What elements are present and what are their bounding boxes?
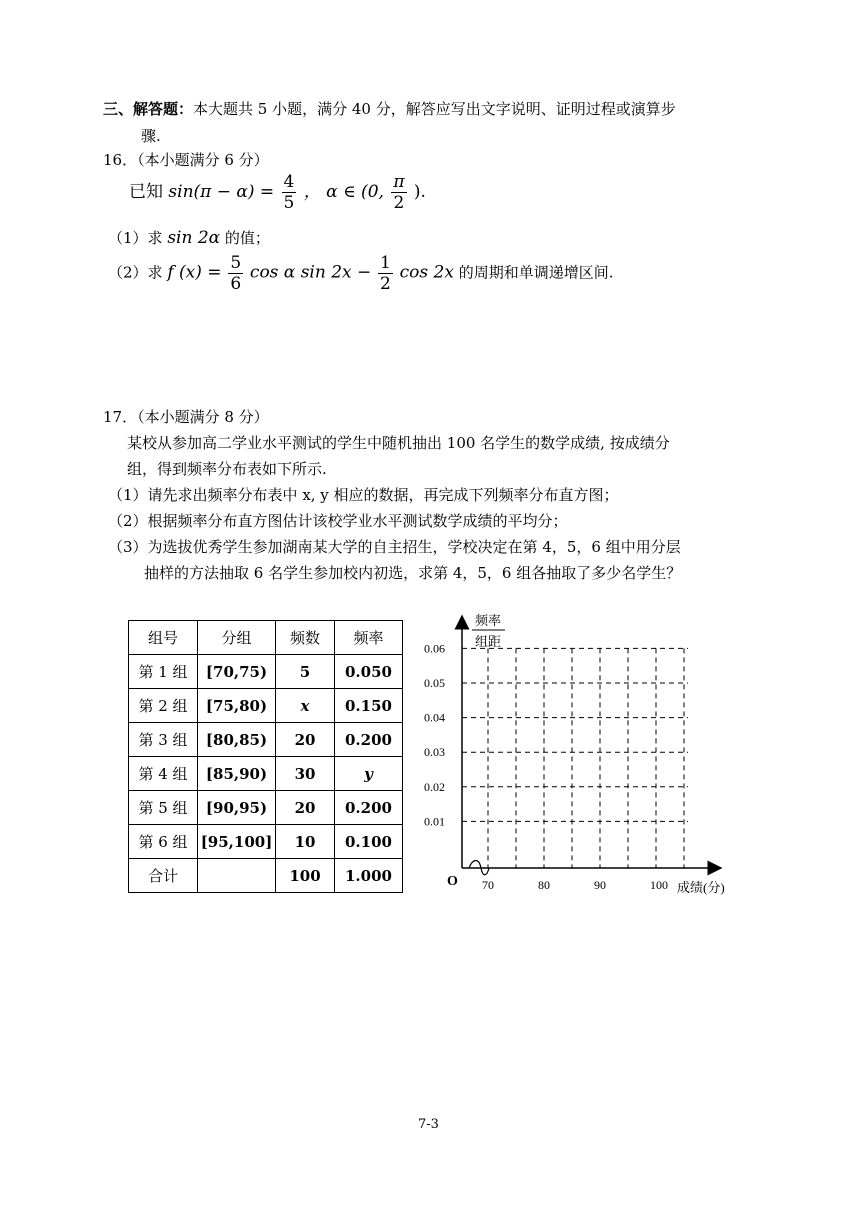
frequency-histogram bbox=[415, 610, 745, 905]
table-row bbox=[129, 757, 403, 791]
frac-num: 4 bbox=[283, 172, 295, 192]
table-cell: 第 1 组 bbox=[129, 655, 198, 689]
table-cell: 0.200 bbox=[335, 791, 403, 825]
table-cell: [75,80) bbox=[198, 689, 276, 723]
q16-part1 bbox=[108, 228, 270, 248]
table-cell: 合计 bbox=[129, 859, 198, 893]
q16-part1-prefix: （1）求 bbox=[108, 229, 163, 247]
q16-score: （本小题满分 6 分） bbox=[137, 151, 269, 169]
q17-part3-line1: （3）为选拔优秀学生参加湖南某大学的自主招生，学校决定在第 4，5，6 组中用分层 bbox=[108, 538, 681, 556]
table-cell: 第 6 组 bbox=[129, 825, 198, 859]
q17-part1: （1）请先求出频率分布表中 x, y 相应的数据，再完成下列频率分布直方图； bbox=[108, 486, 619, 504]
table-cell: 100 bbox=[276, 859, 335, 893]
q16-part2-f: f (x) = bbox=[167, 262, 222, 283]
q17-header bbox=[103, 407, 269, 427]
y-tick-label: 0.06 bbox=[424, 641, 445, 656]
q16-frac-5-6 bbox=[228, 253, 243, 294]
table-cell: 0.050 bbox=[335, 655, 403, 689]
page-number: 7-3 bbox=[418, 1117, 439, 1132]
table-cell: 0.150 bbox=[335, 689, 403, 723]
table-cell: 30 bbox=[276, 757, 335, 791]
q16-part1-expr: sin 2α bbox=[167, 228, 221, 248]
table-cell: 第 5 组 bbox=[129, 791, 198, 825]
table-header-cell: 组号 bbox=[129, 621, 198, 655]
table-row bbox=[129, 791, 403, 825]
table-header-cell: 频率 bbox=[335, 621, 403, 655]
table-cell: 第 3 组 bbox=[129, 723, 198, 757]
y-tick-label: 0.03 bbox=[424, 745, 445, 760]
q17-part3-line2: 抽样的方法抽取 6 名学生参加校内初选，求第 4，5，6 组各抽取了多少名学生？ bbox=[144, 564, 682, 582]
q16-given-end: ). bbox=[413, 182, 426, 202]
frac-num: 1 bbox=[380, 253, 391, 273]
table-row bbox=[129, 689, 403, 723]
table-cell: x bbox=[276, 689, 335, 723]
section-header bbox=[103, 99, 676, 119]
q16-frac-4-5 bbox=[282, 172, 297, 213]
q16-frac-pi-2 bbox=[391, 172, 406, 213]
x-tick-label: 70 bbox=[482, 878, 494, 892]
frequency-table bbox=[128, 620, 403, 893]
table-cell: 1.000 bbox=[335, 859, 403, 893]
table-cell: 0.200 bbox=[335, 723, 403, 757]
q16-given-mid: ， α ∈ (0, bbox=[303, 182, 384, 202]
y-tick-label: 0.04 bbox=[424, 710, 445, 725]
table-header-row bbox=[129, 621, 403, 655]
table-cell: [70,75) bbox=[198, 655, 276, 689]
table-cell: 10 bbox=[276, 825, 335, 859]
origin-label: O bbox=[447, 874, 458, 889]
section-desc: 本大题共 5 小题，满分 40 分，解答应写出文字说明、证明过程或演算步 bbox=[193, 100, 676, 118]
frac-den: 2 bbox=[380, 274, 391, 294]
table-cell: [80,85) bbox=[198, 723, 276, 757]
table-cell bbox=[198, 859, 276, 893]
table-row bbox=[129, 859, 403, 893]
q17-intro-line1: 某校从参加高二学业水平测试的学生中随机抽出 100 名学生的数学成绩, 按成绩分 bbox=[127, 434, 670, 452]
q16-given bbox=[129, 172, 426, 213]
table-header-cell: 分组 bbox=[198, 621, 276, 655]
table-cell: [95,100] bbox=[198, 825, 276, 859]
table-cell: 第 4 组 bbox=[129, 757, 198, 791]
q16-part2-end: cos 2x bbox=[399, 262, 454, 283]
section-desc-cont: 骤. bbox=[141, 127, 161, 145]
x-tick-label: 100 bbox=[650, 878, 668, 892]
table-row bbox=[129, 655, 403, 689]
y-tick-label: 0.02 bbox=[424, 779, 445, 794]
table-cell: 第 2 组 bbox=[129, 689, 198, 723]
table-header-cell: 频数 bbox=[276, 621, 335, 655]
table-cell: [85,90) bbox=[198, 757, 276, 791]
frac-den: 5 bbox=[283, 193, 295, 213]
q16-part2-prefix: （2）求 bbox=[108, 263, 163, 282]
table-cell: y bbox=[335, 757, 403, 791]
q16-part2-suffix: 的周期和单调递增区间. bbox=[458, 263, 614, 282]
q17-intro-line2: 组，得到频率分布表如下所示. bbox=[127, 460, 327, 478]
q16-given-prefix: 已知 bbox=[129, 182, 163, 202]
table-cell: 5 bbox=[276, 655, 335, 689]
x-axis-label: 成绩(分) bbox=[677, 880, 725, 895]
x-tick-label: 90 bbox=[594, 878, 606, 892]
q16-part2-mid: cos α sin 2x − bbox=[249, 262, 372, 283]
q17-number: 17． bbox=[103, 408, 138, 426]
y-tick-label: 0.05 bbox=[424, 676, 445, 690]
table-row bbox=[129, 825, 403, 859]
q16-header bbox=[103, 150, 269, 170]
frac-num: 5 bbox=[230, 253, 242, 273]
q16-part2 bbox=[108, 253, 614, 294]
q16-number: 16． bbox=[103, 151, 138, 169]
x-tick-label: 80 bbox=[538, 878, 550, 892]
frac-den: 2 bbox=[393, 193, 405, 213]
section-title: 三、解答题： bbox=[103, 100, 194, 118]
q16-frac-1-2 bbox=[378, 253, 393, 294]
y-tick-label: 0.01 bbox=[424, 814, 445, 829]
frac-num: π bbox=[393, 172, 405, 192]
q17-score: （本小题满分 8 分） bbox=[137, 408, 269, 426]
y-label-num: 频率 bbox=[475, 613, 502, 628]
table-cell: 0.100 bbox=[335, 825, 403, 859]
table-cell: [90,95) bbox=[198, 791, 276, 825]
q17-part2: （2）根据频率分布直方图估计该校学业水平测试数学成绩的平均分； bbox=[108, 512, 568, 530]
y-label-den: 组距 bbox=[475, 634, 502, 649]
table-cell: 20 bbox=[276, 723, 335, 757]
table-row bbox=[129, 723, 403, 757]
q16-part1-suffix: 的值； bbox=[224, 229, 270, 247]
table-cell: 20 bbox=[276, 791, 335, 825]
q16-given-lhs: sin(π − α) = bbox=[168, 182, 280, 202]
frac-den: 6 bbox=[230, 274, 242, 294]
